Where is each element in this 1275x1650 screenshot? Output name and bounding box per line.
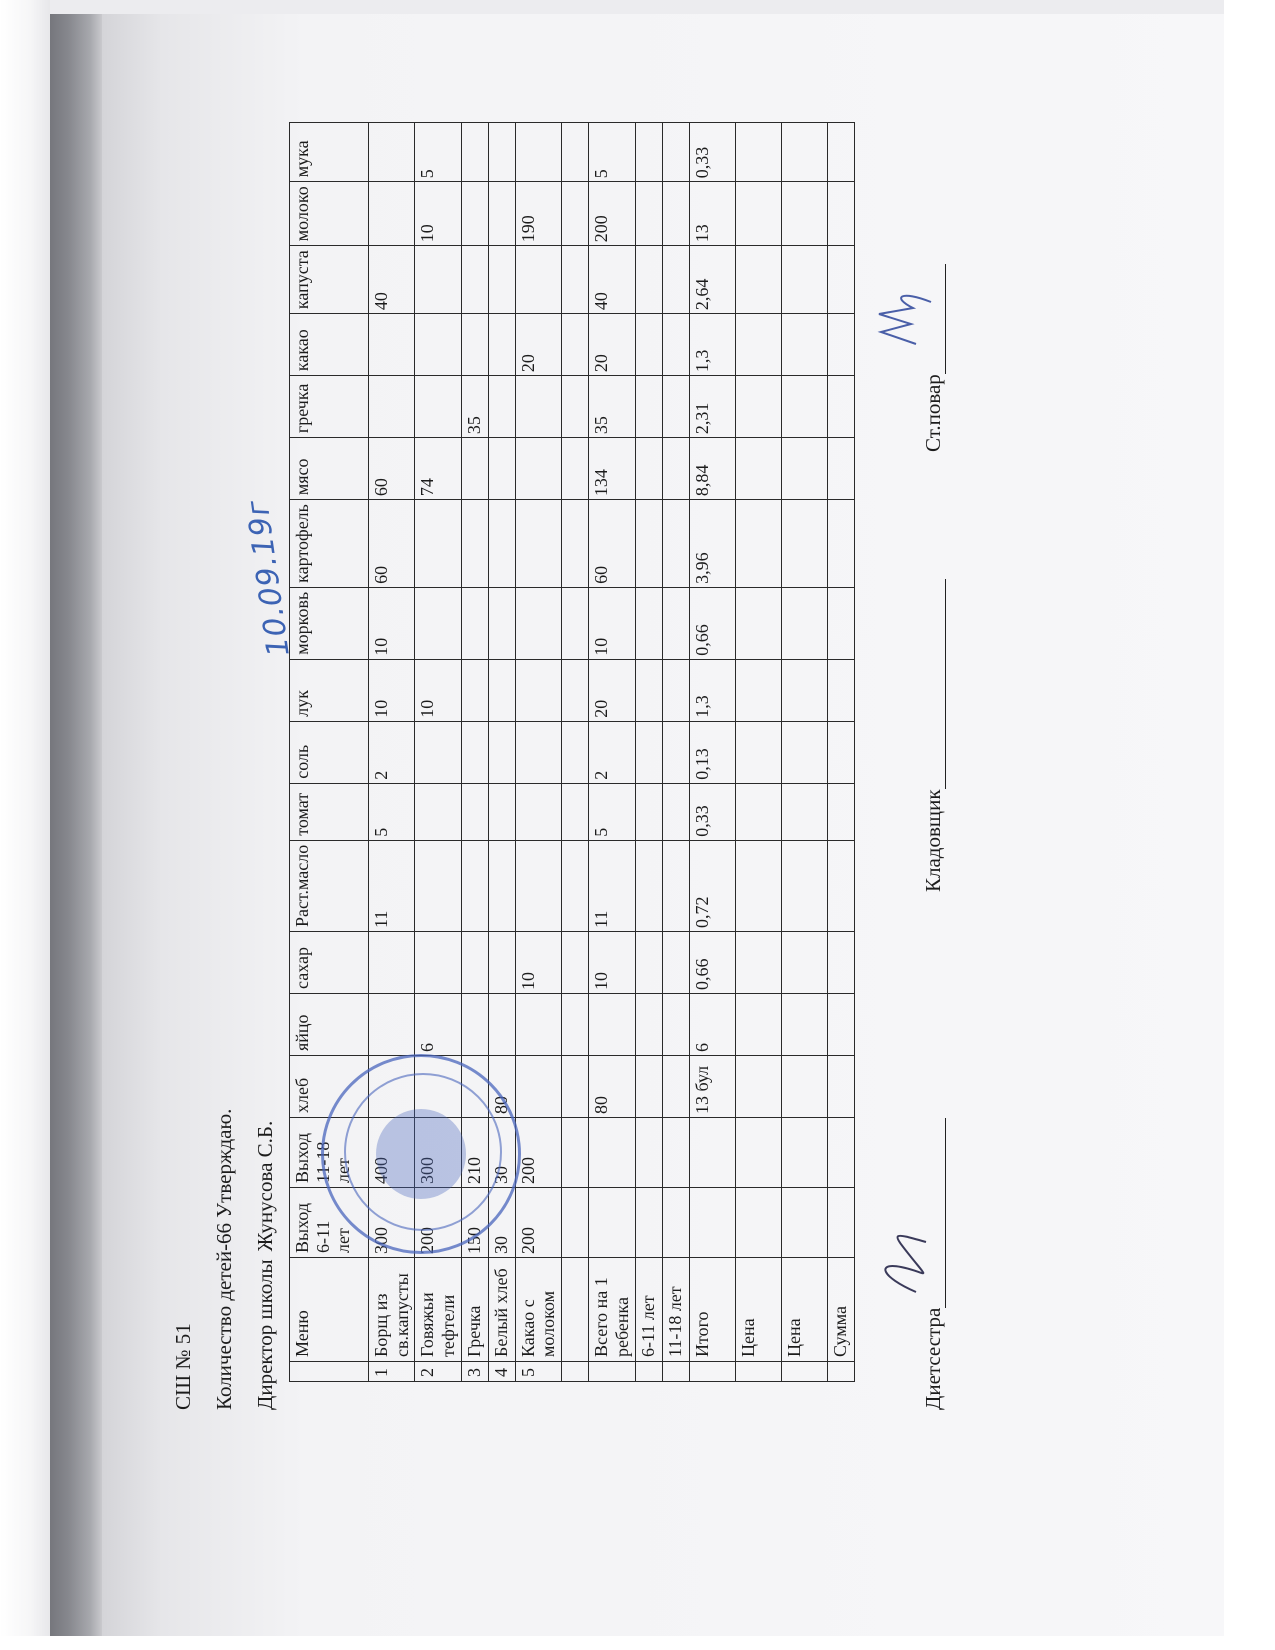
value-cell [662,1056,689,1118]
value-cell: 0,33 [689,783,735,840]
table-row [735,123,781,1382]
row-number-cell: 4 [488,1362,515,1382]
cook-label: Ст.повар [921,374,945,452]
value-cell: 8,84 [689,438,735,500]
value-cell [515,994,561,1056]
dish-name-cell: Гречка [461,1258,488,1362]
value-cell: 0,66 [689,587,735,659]
value-cell [515,123,561,182]
value-cell: 1,3 [689,314,735,376]
row-number-cell [562,1362,589,1382]
value-cell [827,500,854,588]
column-header: мука [290,123,369,182]
value-cell [635,659,662,721]
value-cell [488,182,515,246]
value-cell [515,587,561,659]
value-cell: 10 [589,932,635,994]
value-cell [635,182,662,246]
value-cell: 80 [589,1056,635,1118]
value-cell [635,314,662,376]
dietitian-label: Диетсестра [921,1307,945,1410]
column-header: Выход 6-11 лет [290,1188,369,1258]
value-cell [461,314,488,376]
value-cell [662,840,689,931]
value-cell [515,438,561,500]
row-number-cell [781,1362,827,1382]
value-cell [461,587,488,659]
value-cell: 0,66 [689,932,735,994]
column-header: хлеб [290,1056,369,1118]
value-cell: 60 [589,500,635,588]
value-cell: 2 [589,721,635,783]
value-cell: 200 [415,1188,461,1258]
value-cell [635,376,662,438]
value-cell: 0,33 [689,123,735,182]
value-cell [827,123,854,182]
value-cell [781,994,827,1056]
value-cell: 200 [515,1118,561,1188]
value-cell [488,587,515,659]
dish-name-cell: Говяжьи тефтели [415,1258,461,1362]
row-number-cell [589,1362,635,1382]
value-cell [827,932,854,994]
value-cell [827,659,854,721]
value-cell: 2 [369,721,415,783]
column-header: молоко [290,182,369,246]
value-cell [689,1188,735,1258]
value-cell: 10 [589,587,635,659]
value-cell [488,721,515,783]
row-number-cell: 1 [369,1362,415,1382]
value-cell: 0,13 [689,721,735,783]
value-cell: 20 [515,314,561,376]
value-cell [461,659,488,721]
value-cell [562,659,589,721]
value-cell [589,994,635,1056]
dish-name-cell: Какао с молоком [515,1258,561,1362]
value-cell [827,587,854,659]
value-cell [781,1056,827,1118]
value-cell [415,376,461,438]
dish-name-cell: 11-18 лет [662,1258,689,1362]
row-number-cell [689,1362,735,1382]
value-cell [515,783,561,840]
value-cell: 35 [589,376,635,438]
column-header: томат [290,783,369,840]
value-cell [635,587,662,659]
value-cell [488,932,515,994]
value-cell [562,314,589,376]
column-header: морковь [290,587,369,659]
value-cell [589,1118,635,1188]
row-number-cell: 5 [515,1362,561,1382]
value-cell [562,840,589,931]
value-cell [515,246,561,314]
dish-name-cell: Итого [689,1258,735,1362]
value-cell [781,123,827,182]
value-cell [488,659,515,721]
value-cell [827,994,854,1056]
column-header: лук [290,659,369,721]
value-cell: 13 [689,182,735,246]
table-row [662,123,689,1382]
column-header: соль [290,721,369,783]
table-row [515,123,561,1382]
value-cell: 60 [369,500,415,588]
value-cell [781,376,827,438]
scan-left-margin [0,0,50,1650]
value-cell: 60 [369,438,415,500]
column-header: Выход 11-18 лет [290,1118,369,1188]
value-cell [562,994,589,1056]
value-cell [735,314,781,376]
value-cell [781,314,827,376]
storekeeper-label: Кладовщик [921,789,945,892]
value-cell [662,1118,689,1188]
value-cell [735,659,781,721]
value-cell [562,783,589,840]
value-cell [781,1188,827,1258]
value-cell [562,587,589,659]
value-cell [488,840,515,931]
value-cell [461,438,488,500]
value-cell [781,783,827,840]
value-cell [827,1188,854,1258]
value-cell: 210 [461,1118,488,1188]
value-cell [562,500,589,588]
value-cell: 35 [461,376,488,438]
value-cell [735,246,781,314]
value-cell [369,314,415,376]
value-cell [735,376,781,438]
value-cell [415,314,461,376]
value-cell [635,932,662,994]
value-cell: 2,64 [689,246,735,314]
value-cell [827,783,854,840]
value-cell: 13 бул [689,1056,735,1118]
column-header: яйцо [290,994,369,1056]
value-cell [662,932,689,994]
value-cell [662,123,689,182]
scan-shadow-strip [50,14,102,1636]
value-cell [735,1056,781,1118]
value-cell [735,1188,781,1258]
value-cell [369,376,415,438]
value-cell [635,500,662,588]
value-cell: 20 [589,314,635,376]
value-cell [662,783,689,840]
value-cell [735,840,781,931]
cook-signature-mark [861,282,941,352]
value-cell [589,1188,635,1258]
dish-name-cell: Сумма [827,1258,854,1362]
value-cell [735,721,781,783]
value-cell [515,840,561,931]
value-cell [662,376,689,438]
value-cell: 10 [369,587,415,659]
director-name: Жунусова С.Б. [253,1120,277,1252]
value-cell [635,246,662,314]
handwritten-date: 10.09.19г [240,496,297,659]
value-cell [562,1056,589,1118]
value-cell [827,314,854,376]
scan-bottom-margin [0,1636,1275,1650]
table-row [689,123,735,1382]
value-cell [662,246,689,314]
value-cell [415,587,461,659]
column-header: какао [290,314,369,376]
value-cell [488,994,515,1056]
value-cell [562,182,589,246]
value-cell: 10 [369,659,415,721]
value-cell [735,932,781,994]
value-cell [735,587,781,659]
value-cell [662,659,689,721]
value-cell [662,587,689,659]
value-cell: 300 [415,1118,461,1188]
value-cell: 200 [589,182,635,246]
value-cell [689,1118,735,1188]
row-number-cell: 3 [461,1362,488,1382]
value-cell [562,376,589,438]
value-cell [635,783,662,840]
value-cell [781,587,827,659]
value-cell [515,721,561,783]
value-cell [635,1188,662,1258]
value-cell [635,721,662,783]
dish-name-cell: 6-11 лет [635,1258,662,1362]
value-cell [635,994,662,1056]
value-cell [735,783,781,840]
value-cell [515,500,561,588]
value-cell [781,182,827,246]
value-cell [415,840,461,931]
value-cell [461,932,488,994]
value-cell [662,721,689,783]
value-cell [781,659,827,721]
value-cell [562,721,589,783]
value-cell: 300 [369,1188,415,1258]
value-cell [781,246,827,314]
value-cell [827,840,854,931]
row-number-cell [827,1362,854,1382]
value-cell [461,246,488,314]
value-cell [461,783,488,840]
value-cell: 74 [415,438,461,500]
value-cell [415,932,461,994]
dish-name-cell: Цена [781,1258,827,1362]
value-cell: 2,31 [689,376,735,438]
table-row [827,123,854,1382]
storekeeper-signature-line [921,579,946,892]
value-cell [781,840,827,931]
value-cell: 5 [589,123,635,182]
value-cell [735,500,781,588]
value-cell [415,500,461,588]
value-cell [635,840,662,931]
column-header: мясо [290,438,369,500]
value-cell [735,438,781,500]
value-cell: 190 [515,182,561,246]
value-cell [461,500,488,588]
value-cell [488,376,515,438]
value-cell [488,438,515,500]
value-cell [635,438,662,500]
school-name: СШ № 51 [171,1323,195,1410]
value-cell: 10 [515,932,561,994]
value-cell [461,123,488,182]
value-cell [781,438,827,500]
value-cell [827,376,854,438]
value-cell [515,659,561,721]
value-cell: 10 [415,182,461,246]
value-cell: 30 [488,1118,515,1188]
value-cell [735,994,781,1056]
value-cell: 10 [415,659,461,721]
value-cell [415,246,461,314]
value-cell [635,123,662,182]
director-line [253,1121,278,1410]
value-cell [827,246,854,314]
value-cell [415,721,461,783]
value-cell: 6 [415,994,461,1056]
column-header: картофель [290,500,369,588]
value-cell: 200 [515,1188,561,1258]
column-header: гречка [290,376,369,438]
value-cell [562,1188,589,1258]
value-cell [662,182,689,246]
column-header: Меню [290,1258,369,1362]
value-cell: 11 [369,840,415,931]
document-sheet [171,92,951,1412]
value-cell: 5 [589,783,635,840]
value-cell [827,721,854,783]
dish-name-cell: Цена [735,1258,781,1362]
value-cell: 134 [589,438,635,500]
dish-name-cell [562,1258,589,1362]
column-header: Раст.масло [290,840,369,931]
value-cell: 80 [488,1056,515,1118]
value-cell [781,932,827,994]
value-cell [827,182,854,246]
value-cell [488,783,515,840]
value-cell: 20 [589,659,635,721]
value-cell [827,1118,854,1188]
value-cell [461,721,488,783]
dish-name-cell: Борщ из св.капусты [369,1258,415,1362]
value-cell: 3,96 [689,500,735,588]
row-number-cell [735,1362,781,1382]
value-cell [515,1056,561,1118]
scan-right-margin [1224,0,1275,1650]
value-cell [369,994,415,1056]
value-cell [562,932,589,994]
value-cell [461,994,488,1056]
official-stamp [321,1054,521,1254]
value-cell: 11 [589,840,635,931]
value-cell [662,314,689,376]
value-cell [488,314,515,376]
row-number-cell [635,1362,662,1382]
value-cell: 40 [369,246,415,314]
value-cell [461,840,488,931]
column-header: капуста [290,246,369,314]
value-cell: 40 [589,246,635,314]
value-cell: 1,3 [689,659,735,721]
value-cell [415,783,461,840]
value-cell [735,1118,781,1188]
value-cell: 6 [689,994,735,1056]
value-cell [562,123,589,182]
table-row [635,123,662,1382]
value-cell [369,182,415,246]
value-cell [781,1118,827,1188]
dish-name-cell: Всего на 1 ребенка [589,1258,635,1362]
value-cell [562,438,589,500]
value-cell: 150 [461,1188,488,1258]
value-cell [488,123,515,182]
dish-name-cell: Белый хлеб [488,1258,515,1362]
column-header [290,1362,369,1382]
value-cell: 30 [488,1188,515,1258]
row-number-cell [662,1362,689,1382]
value-cell [635,1118,662,1188]
dietitian-signature-mark [871,1222,941,1302]
value-cell [369,123,415,182]
value-cell [488,246,515,314]
children-count: Количество детей-66 Утверждаю. [212,1108,236,1410]
row-number-cell: 2 [415,1362,461,1382]
value-cell [781,721,827,783]
value-cell [562,246,589,314]
director-label: Директор школы [253,1259,277,1410]
value-cell: 5 [415,123,461,182]
column-header: сахар [290,932,369,994]
value-cell [488,500,515,588]
value-cell [662,1188,689,1258]
table-row [589,123,635,1382]
value-cell [635,1056,662,1118]
value-cell: 400 [369,1118,415,1188]
value-cell [562,1118,589,1188]
value-cell [662,438,689,500]
value-cell [735,182,781,246]
value-cell: 0,72 [689,840,735,931]
value-cell [662,994,689,1056]
value-cell [662,500,689,588]
value-cell [461,182,488,246]
value-cell: 5 [369,783,415,840]
value-cell [827,1056,854,1118]
table-row [562,123,589,1382]
value-cell [369,932,415,994]
value-cell [515,376,561,438]
value-cell [781,500,827,588]
value-cell [735,123,781,182]
value-cell [827,438,854,500]
table-row [781,123,827,1382]
